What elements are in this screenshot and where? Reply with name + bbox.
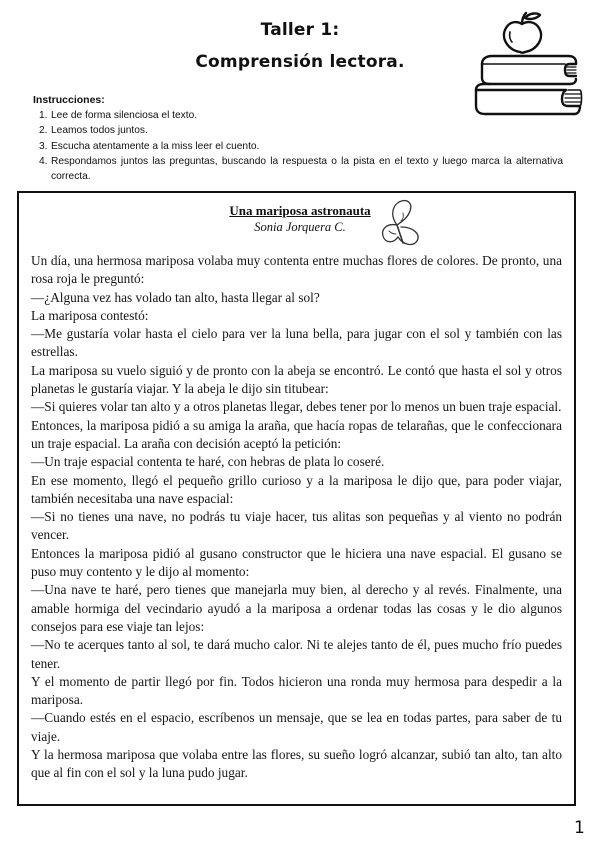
instruction-number: 3. (39, 140, 48, 152)
instruction-item (33, 154, 563, 185)
story-paragraph: Y el momento de partir llegó por fin. Todos hicieron una ronda muy hermosa para despedir a la mariposa. (31, 673, 562, 708)
story-paragraph: La mariposa contestó: (31, 307, 149, 323)
instruction-item (33, 139, 563, 154)
story-paragraph: Entonces, la mariposa pidió a su amiga la araña, que hacía ropas de telarañas, que le confeccionara un traje espacial. La araña con decisión aceptó la petición: (31, 417, 562, 451)
story-paragraph: —No te acerques tanto al sol, te dará mucho calor. Ni te alejes tanto de él, pues mucho frío puedes tener. (31, 637, 562, 671)
instruction-number: 4. (39, 155, 48, 167)
story-paragraph: —Si no tienes una nave, no podrás tu viaje hacer, tus alitas son pequeñas y al viento no podrán vencer. (31, 509, 562, 543)
story-paragraph: —Si quieres volar tan alto y a otros planetas llegar, debes tener por lo menos un buen traje espacial. (31, 399, 562, 415)
story-paragraph: Y la hermosa mariposa que volaba entre las flores, su sueño logró alcanzar, subió tan alto, tan alto que al fin con el sol y la luna pudo jugar. (31, 747, 562, 781)
story-paragraph: Entonces la mariposa pidió al gusano constructor que le hiciera una nave espacial. El gusano se puso muy contento y le dijo al momento: (31, 545, 562, 580)
story-paragraph: —Un traje espacial contenta te haré, con hebras de plata lo coseré. (31, 454, 385, 470)
story-paragraph: —Cuando estés en el espacio, escríbenos un mensaje, que se lea en todas partes, para saber de tu viaje. (31, 710, 562, 744)
instruction-number: 1. (39, 110, 48, 121)
story-paragraph: La mariposa su vuelo siguió y de pronto con la abeja se encontró. Le contó que hasta el sol y otros planetas le gustaría viajar. Y la abeja le dijo sin titubear: (31, 362, 562, 397)
butterfly-icon (377, 199, 423, 249)
instruction-item (33, 123, 563, 138)
story-title: Una mariposa astronauta (229, 203, 371, 218)
story-paragraph: —Una nave te haré, pero tienes que manejarla muy bien, al derecho y al revés. Finalmente, una amable hormiga del vecindario ayudó a la mariposa a ordenar todas las cosas y le dio algunos consejos para ese viaje tan lejos: (31, 582, 562, 634)
page-number: 1 (574, 818, 585, 838)
story-author: Sonia Jorquera C. (254, 220, 346, 234)
instruction-item (33, 108, 563, 123)
story-paragraph: Un día, una hermosa mariposa volaba muy contenta entre muchas flores de colores. De pronto, una rosa roja le preguntó: (31, 253, 562, 287)
worksheet-subtitle: Comprensión lectora. (195, 52, 405, 72)
instructions-heading: Instrucciones: (33, 94, 105, 106)
instruction-text: Lee de forma silenciosa el texto. (51, 110, 198, 121)
worksheet-title: Taller 1: (260, 20, 340, 40)
instruction-text: Escucha atentamente a la miss leer el cuento. (51, 140, 260, 152)
instructions-list (33, 108, 563, 184)
instruction-number: 2. (39, 125, 48, 137)
story-paragraph: En ese momento, llegó el pequeño grillo curioso y a la mariposa le dijo que, para poder viajar, también necesitaba una nave espacial: (31, 472, 562, 506)
books-apple-icon (470, 10, 585, 118)
instruction-text: Leamos todos juntos. (51, 125, 148, 137)
story-paragraph: —¿Alguna vez has volado tan alto, hasta llegar al sol? (31, 289, 320, 305)
instruction-text: Respondamos juntos las preguntas, buscando la respuesta o la pista en el texto y luego marca la alternativa correcta. (51, 155, 563, 183)
story-paragraph: —Me gustaría volar hasta el cielo para ver la luna bella, para jugar con el sol y también con las estrellas. (31, 326, 562, 360)
story-body (31, 252, 562, 783)
